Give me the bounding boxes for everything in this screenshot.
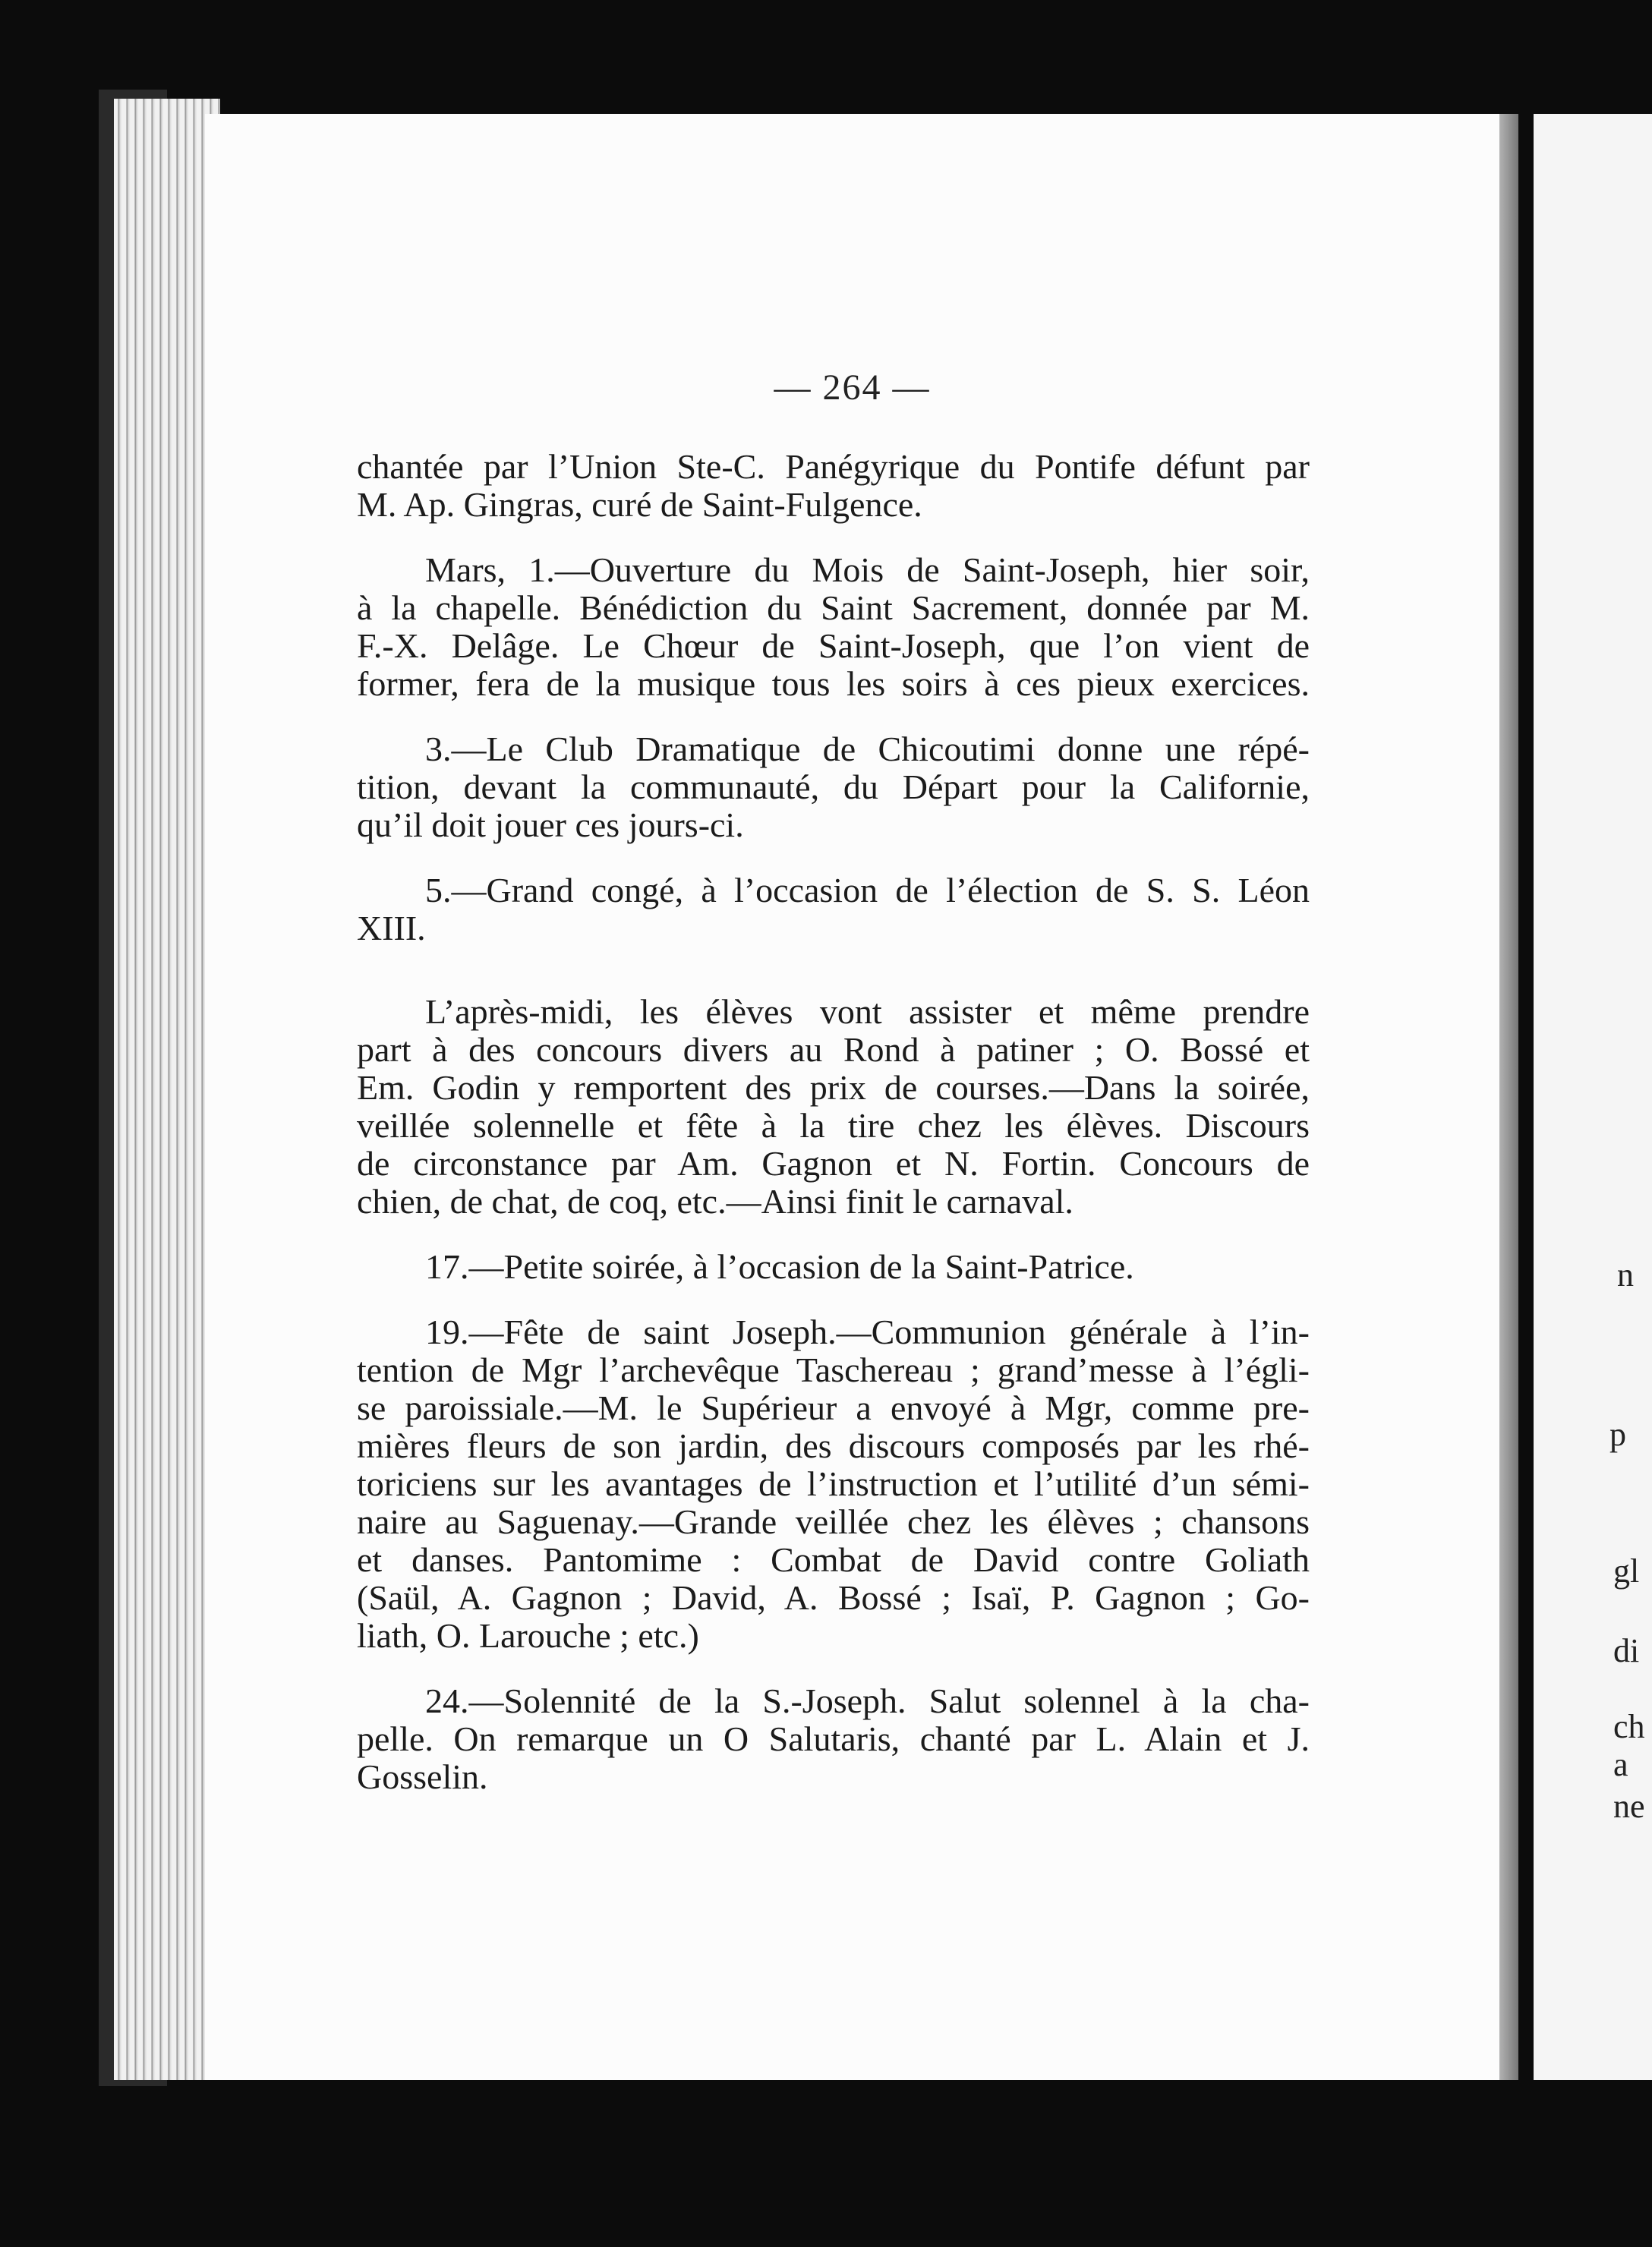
text-line: mières fleurs de son jardin, des discours composés par les rhé- (357, 1426, 1310, 1465)
paragraph-continued (357, 448, 1310, 524)
text-line: 5.—Grand congé, à l’occasion de l’élection de S. S. Léon (425, 871, 1310, 909)
text-line: qu’il doit jouer ces jours-ci. (357, 805, 744, 844)
text-line: part à des concours divers au Rond à patiner ; O. Bossé et (357, 1030, 1310, 1069)
paragraph-mars-1 (357, 551, 1310, 703)
text-line: chantée par l’Union Ste-C. Panégyrique du Pontife défunt par (357, 447, 1310, 486)
facing-page (1534, 114, 1652, 2080)
paragraph-5 (357, 871, 1310, 947)
text-line: Em. Godin y remportent des prix de courses.—Dans la soirée, (357, 1068, 1310, 1107)
text-line: 17.—Petite soirée, à l’occasion de la Saint-Patrice. (425, 1247, 1134, 1286)
facing-page-fragment: di (1613, 1632, 1640, 1669)
facing-page-fragment: p (1609, 1416, 1626, 1453)
text-line: F.-X. Delâge. Le Chœur de Saint-Joseph, que l’on vient de (357, 626, 1310, 665)
page-number: — 264 — (774, 367, 931, 408)
text-line: de circonstance par Am. Gagnon et N. Fortin. Concours de (357, 1144, 1310, 1183)
text-line: se paroissiale.—M. le Supérieur a envoyé à Mgr, comme pre- (357, 1388, 1310, 1427)
facing-page-fragment: ch (1613, 1708, 1645, 1745)
paragraph-17 (357, 1248, 1310, 1286)
text-line: M. Ap. Gingras, curé de Saint-Fulgence. (357, 485, 922, 524)
text-line: 19.—Fête de saint Joseph.—Communion générale à l’in- (425, 1313, 1310, 1351)
facing-page-fragment: a (1613, 1746, 1628, 1783)
text-line: 24.—Solennité de la S.-Joseph. Salut solennel à la cha- (425, 1681, 1310, 1720)
text-line: toriciens sur les avantages de l’instruction et l’utilité d’un sémi- (357, 1464, 1310, 1503)
text-line: L’après-midi, les élèves vont assister et même prendre (425, 992, 1310, 1031)
page-text (357, 448, 1310, 1796)
text-line: Gosselin. (357, 1757, 488, 1796)
paragraph-3 (357, 730, 1310, 844)
text-line: Mars, 1.—Ouverture du Mois de Saint-Joseph, hier soir, (425, 550, 1310, 589)
facing-page-fragment: n (1617, 1256, 1634, 1294)
text-line: 3.—Le Club Dramatique de Chicoutimi donne une répé- (425, 730, 1310, 768)
paragraph-24 (357, 1682, 1310, 1796)
text-line: former, fera de la musique tous les soirs à ces pieux exercices. (357, 664, 1310, 703)
text-line: liath, O. Larouche ; etc.) (357, 1616, 699, 1655)
text-line: veillée solennelle et fête à la tire chez les élèves. Discours (357, 1106, 1310, 1145)
text-line: XIII. (357, 909, 426, 947)
text-line: naire au Saguenay.—Grande veillée chez les élèves ; chansons (357, 1502, 1310, 1541)
text-line: tition, devant la communauté, du Départ pour la Californie, (357, 767, 1310, 806)
text-line: à la chapelle. Bénédiction du Saint Sacrement, donnée par M. (357, 588, 1310, 627)
paragraph-apres-midi (357, 993, 1310, 1221)
book-page (205, 114, 1499, 2080)
text-line: tention de Mgr l’archevêque Taschereau ; grand’messe à l’égli- (357, 1350, 1310, 1389)
paragraph-19 (357, 1313, 1310, 1655)
text-line: et danses. Pantomime : Combat de David contre Goliath (357, 1540, 1310, 1579)
page-edges (114, 99, 220, 2080)
facing-page-fragment: gl (1613, 1552, 1640, 1590)
facing-page-fragment: ne (1613, 1788, 1645, 1825)
text-line: (Saül, A. Gagnon ; David, A. Bossé ; Isaï, P. Gagnon ; Go- (357, 1578, 1310, 1617)
text-line: chien, de chat, de coq, etc.—Ainsi finit le carnaval. (357, 1182, 1073, 1221)
text-line: pelle. On remarque un O Salutaris, chanté par L. Alain et J. (357, 1719, 1310, 1758)
